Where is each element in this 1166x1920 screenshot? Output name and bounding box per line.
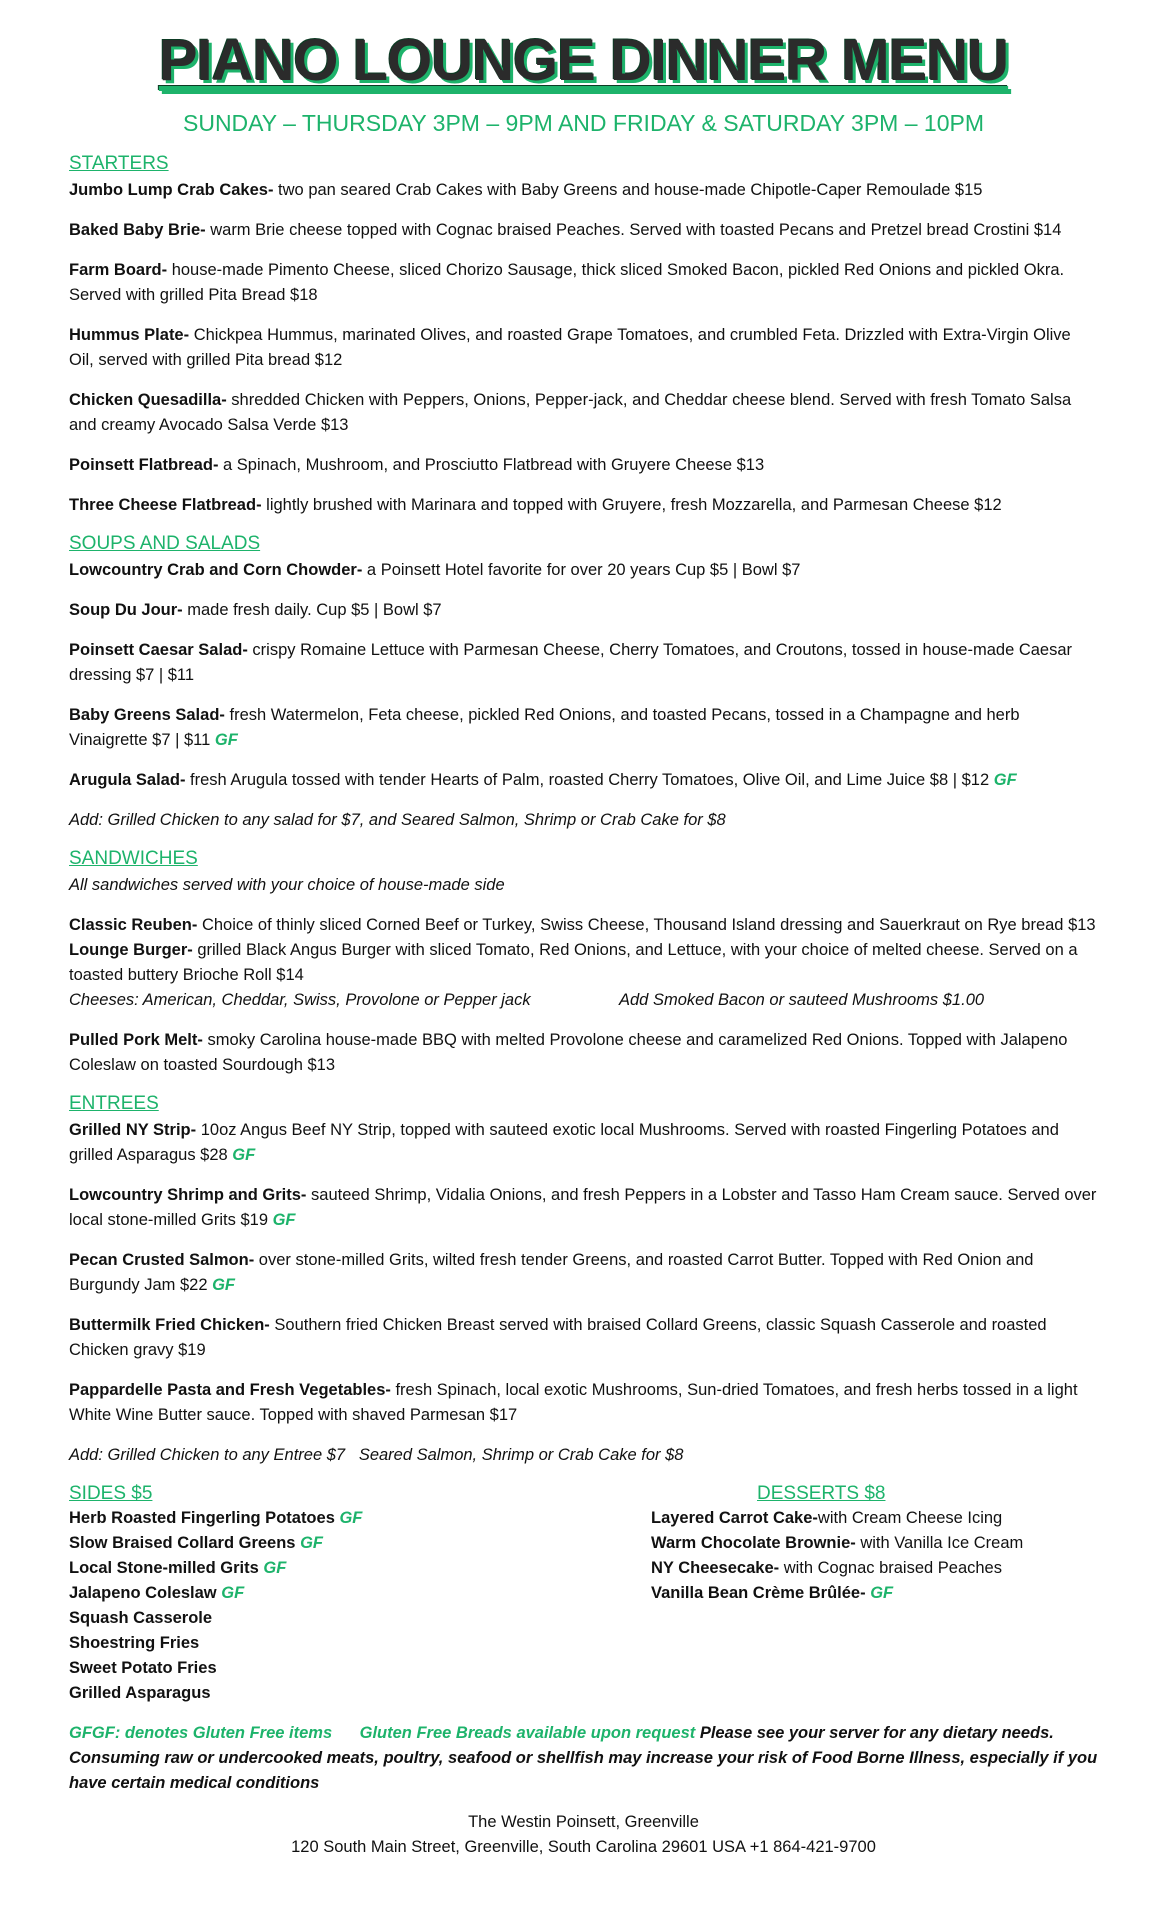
item-desc: fresh Watermelon, Feta cheese, pickled Red Onions, and toasted Pecans, tossed in a Champagne and herb Vinaigrette $7 | $11 — [69, 706, 1020, 749]
dessert-item — [651, 1556, 1098, 1581]
dessert-item — [651, 1531, 1098, 1556]
menu-item — [69, 598, 1098, 623]
dessert-item — [651, 1581, 1098, 1606]
gf-denote: GFGF: denotes Gluten Free items — [69, 1724, 333, 1742]
menu-item — [69, 1378, 1098, 1428]
item-desc: with Cream Cheese Icing — [817, 1509, 1003, 1527]
gf-badge: GF — [300, 1534, 323, 1552]
item-name: Layered Carrot Cake- — [651, 1509, 818, 1527]
item-name: NY Cheesecake- — [651, 1559, 780, 1577]
item-name: Chicken Quesadilla- — [69, 391, 227, 409]
menu-item — [69, 1118, 1098, 1168]
item-name: Poinsett Flatbread- — [69, 456, 219, 474]
menu-item — [69, 1183, 1098, 1233]
starters-heading: STARTERS — [69, 153, 169, 174]
item-name: Local Stone-milled Grits — [69, 1559, 264, 1577]
item-name: Pappardelle Pasta and Fresh Vegetables- — [69, 1381, 391, 1399]
gf-badge: GF — [212, 1276, 236, 1294]
side-item — [69, 1631, 651, 1656]
sandwich-subnote: All sandwiches served with your choice of house-made side — [69, 876, 505, 894]
gf-breads-note: Gluten Free Breads available upon request — [359, 1724, 696, 1742]
item-name: Arugula Salad- — [69, 771, 186, 789]
menu-item — [69, 258, 1098, 308]
item-desc: with Vanilla Ice Cream — [855, 1534, 1024, 1552]
side-item — [69, 1681, 651, 1706]
side-item — [69, 1656, 651, 1681]
menu-item — [69, 218, 1098, 243]
side-item — [69, 1606, 651, 1631]
hotel-address — [69, 1810, 1098, 1860]
menu-item — [69, 913, 1098, 938]
menu-item — [69, 1248, 1098, 1298]
item-name: Pecan Crusted Salmon- — [69, 1251, 255, 1269]
item-name: Lowcountry Crab and Corn Chowder- — [69, 561, 363, 579]
burger-addon: Add Smoked Bacon or sauteed Mushrooms $1.00 — [619, 991, 985, 1009]
menu-item — [69, 388, 1098, 438]
dietary-warning: Please see your server for any dietary needs. Consuming raw or undercooked meats, poultry, seafood or shellfish may increase your risk of Food Borne Illness, especially if you have certain medical conditions — [69, 1724, 1098, 1792]
menu-item — [69, 703, 1098, 753]
item-name: Slow Braised Collard Greens — [69, 1534, 301, 1552]
item-name: Shoestring Fries — [69, 1634, 200, 1652]
item-name: Jumbo Lump Crab Cakes- — [69, 181, 274, 199]
sides-heading: SIDES $5 — [69, 1483, 153, 1504]
item-name: Herb Roasted Fingerling Potatoes — [69, 1509, 340, 1527]
item-desc: Southern fried Chicken Breast served with braised Collard Greens, classic Squash Casserole and roasted Chicken gravy $19 — [69, 1316, 1047, 1359]
item-name: Lounge Burger- — [69, 941, 193, 959]
side-item — [69, 1556, 651, 1581]
entrees-list — [69, 1118, 1098, 1428]
burger-options — [69, 988, 1098, 1013]
item-name: Poinsett Caesar Salad- — [69, 641, 248, 659]
menu-item — [69, 493, 1098, 518]
item-name: Warm Chocolate Brownie- — [651, 1534, 856, 1552]
item-desc: smoky Carolina house-made BBQ with melted Provolone cheese and caramelized Red Onions. Topped with Jalapeno Coleslaw on toasted Sourdough $13 — [69, 1031, 1068, 1074]
item-desc: 10oz Angus Beef NY Strip, topped with sauteed exotic local Mushrooms. Served with roasted Fingerling Potatoes and grilled Asparagus $28 — [69, 1121, 1059, 1164]
item-name: Jalapeno Coleslaw — [69, 1584, 222, 1602]
side-item — [69, 1506, 651, 1531]
gf-badge: GF — [263, 1559, 287, 1577]
item-name: Soup Du Jour- — [69, 601, 183, 619]
menu-item — [69, 558, 1098, 583]
item-name: Baked Baby Brie- — [69, 221, 206, 239]
item-desc: fresh Spinach, local exotic Mushrooms, Sun-dried Tomatoes, and fresh herbs tossed in a light White Wine Butter sauce. Topped with shaved Parmesan $17 — [69, 1381, 1078, 1424]
menu-item — [69, 938, 1098, 988]
item-name: Lowcountry Shrimp and Grits- — [69, 1186, 307, 1204]
sides-column — [69, 1482, 651, 1706]
street-address: 120 South Main Street, Greenville, South Carolina 29601 USA +1 864-421-9700 — [291, 1838, 876, 1856]
item-name: Vanilla Bean Crème Brûlée- — [651, 1584, 871, 1602]
item-desc: two pan seared Crab Cakes with Baby Greens and house-made Chipotle-Caper Remoulade $15 — [273, 181, 983, 199]
side-item — [69, 1531, 651, 1556]
gf-badge: GF — [272, 1211, 296, 1229]
entree-addon-note: Add: Grilled Chicken to any Entree $7 Seared Salmon, Shrimp or Crab Cake for $8 — [69, 1446, 684, 1464]
item-desc: Choice of thinly sliced Corned Beef or Turkey, Swiss Cheese, Thousand Island dressing and Sauerkraut on Rye bread $13 — [197, 916, 1096, 934]
item-name: Buttermilk Fried Chicken- — [69, 1316, 270, 1334]
soups-heading: SOUPS AND SALADS — [69, 533, 261, 554]
item-desc: crispy Romaine Lettuce with Parmesan Cheese, Cherry Tomatoes, and Croutons, tossed in house-made Caesar dressing $7 | $11 — [69, 641, 1073, 684]
starters-list — [69, 178, 1098, 518]
dietary-note — [69, 1721, 1098, 1796]
item-desc: a Spinach, Mushroom, and Prosciutto Flatbread with Gruyere Cheese $13 — [218, 456, 765, 474]
menu-item — [69, 768, 1098, 793]
item-name: Grilled Asparagus — [69, 1684, 211, 1702]
item-desc: grilled Black Angus Burger with sliced Tomato, Red Onions, and Lettuce, with your choice of melted cheese. Served on a toasted buttery Brioche Roll $14 — [69, 941, 1078, 984]
salad-addon-note: Add: Grilled Chicken to any salad for $7, and Seared Salmon, Shrimp or Crab Cake for $8 — [69, 811, 726, 829]
item-name: Baby Greens Salad- — [69, 706, 225, 724]
item-name: Squash Casserole — [69, 1609, 213, 1627]
menu-item — [69, 638, 1098, 688]
item-desc: made fresh daily. Cup $5 | Bowl $7 — [182, 601, 442, 619]
item-name: Grilled NY Strip- — [69, 1121, 197, 1139]
gf-badge: GF — [339, 1509, 363, 1527]
gf-badge: GF — [232, 1146, 256, 1164]
item-desc: with Cognac braised Peaches — [779, 1559, 1002, 1577]
item-desc: house-made Pimento Cheese, sliced Chorizo Sausage, thick sliced Smoked Bacon, pickled Red Onions and pickled Okra. Served with grilled Pita Bread $18 — [69, 261, 1065, 304]
hotel-name: The Westin Poinsett, Greenville — [468, 1813, 699, 1831]
menu-item — [69, 323, 1098, 373]
item-name: Hummus Plate- — [69, 326, 190, 344]
item-name: Pulled Pork Melt- — [69, 1031, 203, 1049]
item-desc: shredded Chicken with Peppers, Onions, Pepper-jack, and Cheddar cheese blend. Served with fresh Tomato Salsa and creamy Avocado Salsa Verde $13 — [69, 391, 1072, 434]
desserts-column — [651, 1482, 1098, 1706]
sandwiches-heading: SANDWICHES — [69, 848, 198, 869]
gf-badge: GF — [993, 771, 1017, 789]
item-desc: fresh Arugula tossed with tender Hearts of Palm, roasted Cherry Tomatoes, Olive Oil, and Lime Juice $8 | $12 — [185, 771, 994, 789]
gf-badge: GF — [214, 731, 238, 749]
item-desc: lightly brushed with Marinara and topped with Gruyere, fresh Mozzarella, and Parmesan Cheese $12 — [261, 496, 1002, 514]
desserts-heading: DESSERTS $8 — [757, 1483, 886, 1504]
item-name: Three Cheese Flatbread- — [69, 496, 262, 514]
menu-item — [69, 453, 1098, 478]
menu-item — [69, 178, 1098, 203]
item-desc: over stone-milled Grits, wilted fresh tender Greens, and roasted Carrot Butter. Topped with Red Onion and Burgundy Jam $22 — [69, 1251, 1034, 1294]
item-desc: Chickpea Hummus, marinated Olives, and roasted Grape Tomatoes, and crumbled Feta. Drizzled with Extra-Virgin Olive Oil, served with grilled Pita bread $12 — [69, 326, 1071, 369]
cheese-options: Cheeses: American, Cheddar, Swiss, Provolone or Pepper jack — [69, 991, 531, 1009]
item-name: Farm Board- — [69, 261, 168, 279]
menu-item — [69, 1028, 1098, 1078]
hours-line: SUNDAY – THURSDAY 3PM – 9PM AND FRIDAY & SATURDAY 3PM – 10PM — [183, 110, 984, 136]
item-name: Classic Reuben- — [69, 916, 198, 934]
sandwiches-list — [69, 913, 1098, 1078]
item-desc: sauteed Shrimp, Vidalia Onions, and fresh Peppers in a Lobster and Tasso Ham Cream sauce. Served over local stone-milled Grits $19 — [69, 1186, 1097, 1229]
menu-title: PIANO LOUNGE DINNER MENU — [158, 28, 1009, 93]
item-desc: a Poinsett Hotel favorite for over 20 years Cup $5 | Bowl $7 — [362, 561, 801, 579]
gf-badge: GF — [221, 1584, 245, 1602]
item-name: Sweet Potato Fries — [69, 1659, 217, 1677]
menu-item — [69, 1313, 1098, 1363]
sides-desserts — [69, 1482, 1098, 1706]
side-item — [69, 1581, 651, 1606]
item-desc: warm Brie cheese topped with Cognac braised Peaches. Served with toasted Pecans and Pretzel bread Crostini $14 — [205, 221, 1062, 239]
entrees-heading: ENTREES — [69, 1093, 159, 1114]
gf-badge: GF — [870, 1584, 894, 1602]
dessert-item — [651, 1506, 1098, 1531]
soups-list — [69, 558, 1098, 793]
